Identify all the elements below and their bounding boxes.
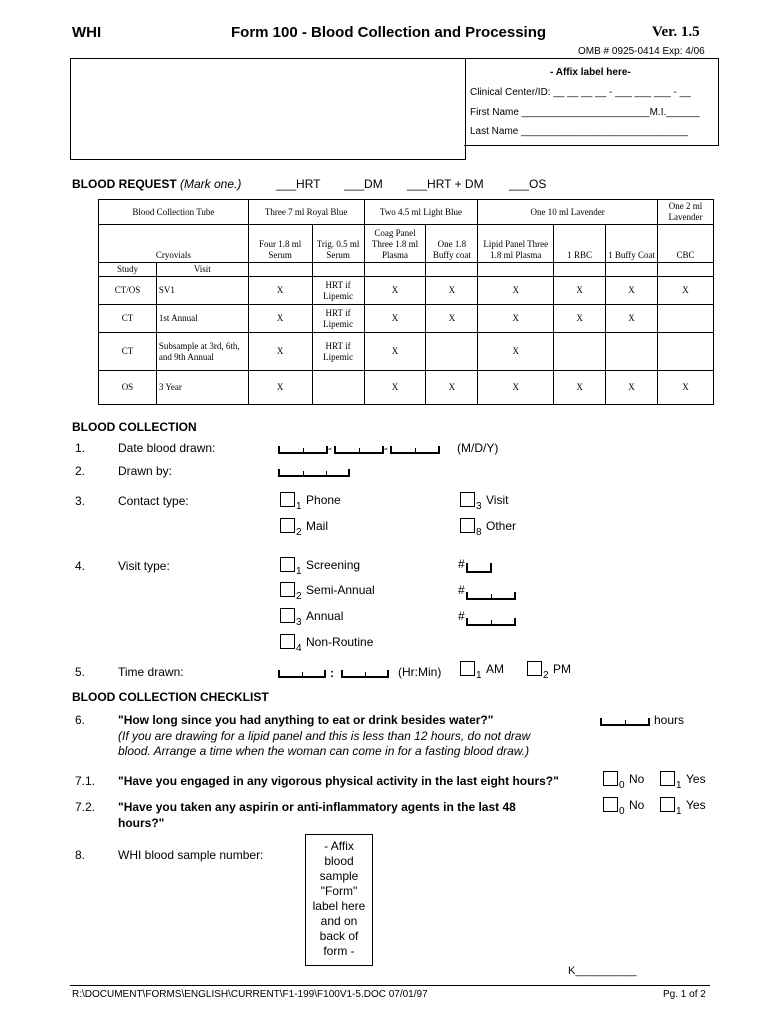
- tube-header: Blood Collection Tube: [99, 200, 249, 225]
- table-cell: [606, 333, 658, 371]
- cryovials-header: Cryovials: [99, 225, 249, 263]
- form-org: WHI: [72, 24, 102, 41]
- sample-box-line: sample: [319, 869, 359, 883]
- sample-box-line: "Form": [320, 884, 358, 898]
- table-cell: X: [606, 371, 658, 405]
- visit-screening-option[interactable]: $_1$ Screening: [280, 556, 360, 574]
- q6-note-line2: blood. Arrange a time when the woman can come in for a fasting blood draw.): [118, 744, 530, 758]
- q72-question-line1: "Have you taken any aspirin or anti-inflammatory agents in the last 48: [118, 800, 516, 814]
- q71-number: 7.1.: [75, 774, 96, 788]
- annual-number-field[interactable]: [466, 618, 516, 626]
- visit-annual-option[interactable]: $_3$ Annual: [280, 607, 343, 625]
- sample-box-line: label here: [312, 899, 366, 913]
- table-cell: X: [248, 277, 312, 305]
- table-cell: X: [364, 277, 426, 305]
- contact-other-checkbox[interactable]: [460, 518, 475, 533]
- activity-no-checkbox[interactable]: [603, 771, 618, 786]
- q72-question-line2: hours?": [118, 816, 165, 830]
- annual-number-hash: #: [458, 609, 465, 623]
- collection-heading: BLOOD COLLECTION: [72, 420, 197, 434]
- sample-box-line: form -: [323, 944, 355, 958]
- hours-unit: hours: [654, 713, 685, 727]
- col-header: One 1.8 Buffy coat: [426, 225, 478, 263]
- visit-screening-checkbox[interactable]: [280, 557, 295, 572]
- table-cell: X: [554, 371, 606, 405]
- row-visit: SV1: [156, 277, 248, 305]
- sample-box-line: back of: [319, 929, 359, 943]
- q2-number: 2.: [75, 464, 86, 478]
- aspirin-yes-option[interactable]: $_1$ Yes: [660, 796, 706, 814]
- sample-box-line: - Affix: [324, 839, 354, 853]
- row-study: OS: [99, 371, 157, 405]
- blood-request-heading: BLOOD REQUEST: [72, 177, 177, 191]
- aspirin-no-option[interactable]: $_0$ No: [603, 796, 644, 814]
- time-colon: :: [330, 666, 334, 680]
- table-cell: HRT if Lipemic: [312, 333, 364, 371]
- table-cell: [554, 333, 606, 371]
- q1-number: 1.: [75, 441, 86, 455]
- q71-question: "Have you engaged in any vigorous physical activity in the last eight hours?": [118, 774, 559, 788]
- table-cell: [657, 333, 713, 371]
- sample-label-box: [305, 834, 373, 966]
- time-pm-option[interactable]: $_2$ PM: [527, 660, 571, 678]
- date-month-field[interactable]: [278, 446, 328, 454]
- table-cell: X: [426, 371, 478, 405]
- table-cell: X: [364, 333, 426, 371]
- table-row: [99, 277, 714, 305]
- footer-divider: [70, 985, 710, 986]
- semiannual-number-field[interactable]: [466, 592, 516, 600]
- time-pm-checkbox[interactable]: [527, 661, 542, 676]
- q6-number: 6.: [75, 713, 86, 727]
- table-cell: X: [657, 371, 713, 405]
- drawn-by-field[interactable]: [278, 469, 350, 477]
- table-cell: [312, 371, 364, 405]
- row-visit: Subsample at 3rd, 6th, and 9th Annual: [156, 333, 248, 371]
- table-cell: X: [426, 277, 478, 305]
- q5-label: Time drawn:: [118, 665, 184, 679]
- q8-number: 8.: [75, 848, 86, 862]
- contact-other-option[interactable]: $_8$ Other: [460, 517, 516, 535]
- table-cell: X: [426, 305, 478, 333]
- label-area: [70, 58, 466, 160]
- screening-number-hash: #: [458, 557, 465, 571]
- table-cell: X: [248, 305, 312, 333]
- contact-mail-option[interactable]: $_2$ Mail: [280, 517, 328, 535]
- time-am-option[interactable]: $_1$ AM: [460, 660, 504, 678]
- q2-label: Drawn by:: [118, 464, 173, 478]
- table-cell: X: [554, 305, 606, 333]
- q4-label: Visit type:: [118, 559, 170, 573]
- request-option-hrt-dm[interactable]: ___HRT + DM: [407, 177, 484, 191]
- q5-number: 5.: [75, 665, 86, 679]
- q6-question: "How long since you had anything to eat or drink besides water?": [118, 713, 494, 727]
- row-study: CT: [99, 305, 157, 333]
- q72-number: 7.2.: [75, 800, 96, 814]
- activity-yes-checkbox[interactable]: [660, 771, 675, 786]
- col-header: Lipid Panel Three 1.8 ml Plasma: [478, 225, 554, 263]
- first-name-field[interactable]: First Name _______________________M.I.______: [470, 107, 700, 118]
- table-row: [99, 305, 714, 333]
- col-header: 1 RBC: [554, 225, 606, 263]
- time-am-checkbox[interactable]: [460, 661, 475, 676]
- request-option-dm[interactable]: ___DM: [344, 177, 383, 191]
- contact-visit-option[interactable]: $_3$ Visit: [460, 491, 508, 509]
- fasting-hours-field[interactable]: [600, 718, 650, 726]
- row-study: CT: [99, 333, 157, 371]
- table-cell: X: [478, 333, 554, 371]
- table-cell: X: [248, 371, 312, 405]
- id-label-box: [464, 58, 719, 146]
- table-cell: [426, 333, 478, 371]
- aspirin-yes-checkbox[interactable]: [660, 797, 675, 812]
- clinical-center-field[interactable]: Clinical Center/ID: __ __ __ __ - ___ ___ ___ - __: [470, 87, 691, 98]
- group-lavender-10: One 10 ml Lavender: [478, 200, 658, 225]
- date-day-field[interactable]: [334, 446, 384, 454]
- table-cell: X: [478, 277, 554, 305]
- group-light-blue: Two 4.5 ml Light Blue: [364, 200, 478, 225]
- sample-box-line: and on: [320, 914, 358, 928]
- blood-request: [72, 177, 241, 191]
- contact-phone-checkbox[interactable]: [280, 492, 295, 507]
- omb-number: OMB # 0925-0414 Exp: 4/06: [578, 46, 705, 57]
- table-cell: X: [364, 371, 426, 405]
- affix-label-text: - Affix label here-: [550, 67, 631, 78]
- col-header: CBC: [657, 225, 713, 263]
- table-row: [99, 371, 714, 405]
- q4-number: 4.: [75, 559, 86, 573]
- table-cell: X: [478, 371, 554, 405]
- table-cell: X: [554, 277, 606, 305]
- table-cell: X: [606, 277, 658, 305]
- group-royal-blue: Three 7 ml Royal Blue: [248, 200, 364, 225]
- contact-phone-option[interactable]: $_1$ Phone: [280, 491, 341, 509]
- q3-number: 3.: [75, 494, 86, 508]
- checklist-heading: BLOOD COLLECTION CHECKLIST: [72, 690, 269, 704]
- study-header: Study: [99, 263, 157, 277]
- date-separator: -: [384, 441, 388, 455]
- table-cell: HRT if Lipemic: [312, 277, 364, 305]
- date-year-field[interactable]: [390, 446, 440, 454]
- row-visit: 3 Year: [156, 371, 248, 405]
- visit-annual-checkbox[interactable]: [280, 608, 295, 623]
- request-option-hrt[interactable]: ___HRT: [276, 177, 321, 191]
- date-format-hint: (M/D/Y): [457, 441, 499, 455]
- group-lavender-2: One 2 ml Lavender: [657, 200, 713, 225]
- col-header: Coag Panel Three 1.8 ml Plasma: [364, 225, 426, 263]
- time-minute-field[interactable]: [341, 670, 389, 678]
- row-visit: 1st Annual: [156, 305, 248, 333]
- k-code-field[interactable]: K__________: [568, 965, 637, 977]
- table-cell: X: [657, 277, 713, 305]
- col-header: Four 1.8 ml Serum: [248, 225, 312, 263]
- form-version: Ver. 1.5: [652, 24, 700, 40]
- row-study: CT/OS: [99, 277, 157, 305]
- time-format-hint: (Hr:Min): [398, 665, 442, 679]
- time-hour-field[interactable]: [278, 670, 326, 678]
- request-option-os[interactable]: ___OS: [509, 177, 547, 191]
- processing-table: [98, 199, 714, 405]
- q1-label: Date blood drawn:: [118, 441, 216, 455]
- contact-mail-checkbox[interactable]: [280, 518, 295, 533]
- activity-no-option[interactable]: $_0$ No: [603, 770, 644, 788]
- col-header: 1 Buffy Coat: [606, 225, 658, 263]
- date-separator: -: [328, 441, 332, 455]
- visit-nonroutine-checkbox[interactable]: [280, 634, 295, 649]
- q3-label: Contact type:: [118, 494, 189, 508]
- visit-header: Visit: [156, 263, 248, 277]
- table-cell: HRT if Lipemic: [312, 305, 364, 333]
- file-path: R:\DOCUMENT\FORMS\ENGLISH\CURRENT\F1-199\F100V1-5.DOC 07/01/97: [72, 989, 428, 1000]
- table-cell: X: [478, 305, 554, 333]
- table-cell: X: [248, 333, 312, 371]
- aspirin-no-checkbox[interactable]: [603, 797, 618, 812]
- q8-label: WHI blood sample number:: [118, 848, 264, 862]
- table-cell: X: [364, 305, 426, 333]
- visit-semiannual-option[interactable]: $_2$ Semi-Annual: [280, 581, 375, 599]
- q6-note-line1: (If you are drawing for a lipid panel and this is less than 12 hours, do not draw: [118, 729, 531, 743]
- contact-visit-checkbox[interactable]: [460, 492, 475, 507]
- table-cell: X: [606, 305, 658, 333]
- sample-box-line: blood: [324, 854, 354, 868]
- table-cell: [657, 305, 713, 333]
- semiannual-number-hash: #: [458, 583, 465, 597]
- screening-number-field[interactable]: [466, 563, 492, 573]
- table-row: [99, 333, 714, 371]
- last-name-field[interactable]: Last Name ______________________________: [470, 126, 688, 137]
- col-header: Trig. 0.5 ml Serum: [312, 225, 364, 263]
- visit-semiannual-checkbox[interactable]: [280, 582, 295, 597]
- activity-yes-option[interactable]: $_1$ Yes: [660, 770, 706, 788]
- visit-nonroutine-option[interactable]: $_4$ Non-Routine: [280, 633, 373, 651]
- page-number: Pg. 1 of 2: [663, 989, 706, 1000]
- form-title: Form 100 - Blood Collection and Processing: [231, 24, 547, 41]
- blood-request-instruction: (Mark one.): [180, 177, 242, 191]
